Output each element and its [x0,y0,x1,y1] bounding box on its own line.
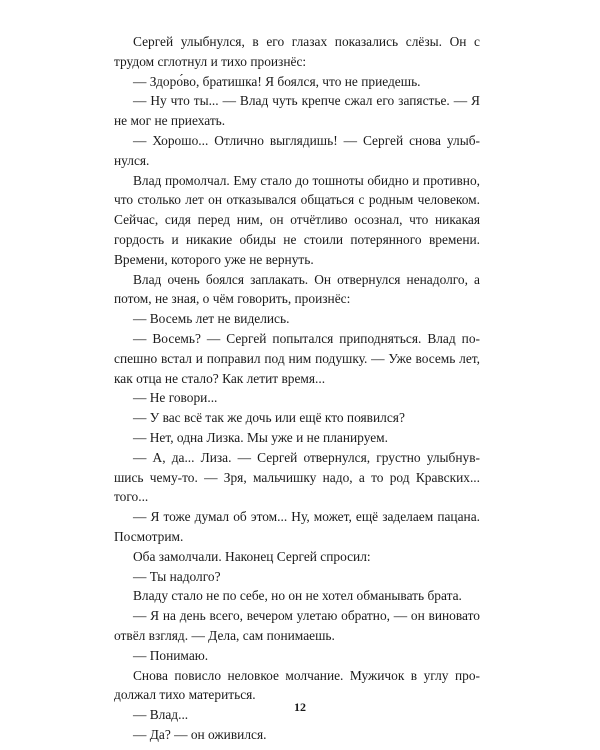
dialogue-line: — Да? — он оживился. [133,726,267,742]
dialogue-line: — Здоро́во, братишка! Я боялся, что не приедешь. [133,73,421,89]
paragraph: Владу стало не по себе, но он не хотел обманывать брата. [133,588,462,604]
dialogue-line: — Не говори... [133,390,218,406]
dialogue-line: — У вас всё так же дочь или ещё кто появился? [133,410,405,426]
dialogue-line: — Ну что ты... — Влад чуть крепче сжал его запястье. — Я не мог не приехать. [114,93,480,129]
dialogue-line: — Я тоже думал об этом... Ну, может, ещё заделаем пацана. Посмотрим. [114,509,480,544]
paragraph: Влад промолчал. Ему стало до тошноты обидно и противно, что столько лет он отказывался общаться с родным человеком. Сейчас, сидя перед ним, он отчётливо осознал, что никакая гордость и никакие обиды не стоили потерянного времени. Времени, которого уже не вернуть. [114,172,480,267]
paragraph: Оба замолчали. Наконец Сергей спросил: [133,548,371,564]
dialogue-line: — Влад... [133,707,189,723]
dialogue-line: — Хорошо... Отлично выглядишь! — Сергей снова улыбнулся. [114,132,480,168]
dialogue-line: — Ты надолго? [133,568,221,584]
dialogue-line: — Восемь? — Сергей попытался приподняться. Влад поспешно встал и поправил под ним подушку. — Уже восемь лет, как отца не стало? Как летит время... [114,330,480,386]
dialogue-line: — Я на день всего, вечером улетаю обратно, — он виновато отвёл взгляд. — Дела, сам понимаешь. [114,608,480,643]
page-number: 12 [294,700,306,714]
dialogue-line: — Нет, одна Лизка. Мы уже и не планируем. [133,429,388,445]
paragraph: Снова повисло неловкое молчание. Мужичок в углу продолжал тихо материться. [114,667,480,703]
dialogue-line: — Восемь лет не виделись. [133,311,290,327]
paragraph: Сергей улыбнулся, в его глазах показались слёзы. Он с трудом сглотнул и тихо произнёс: [114,34,480,69]
body-text [114,32,480,745]
dialogue-line: — Понимаю. [133,647,209,663]
paragraph: Влад очень боялся заплакать. Он отвернулся ненадолго, а потом, не зная, о чём говорить, произнёс: [114,271,480,307]
dialogue-line: — А, да... Лиза. — Сергей отвернулся, грустно улыбнувшись чему-то. — Зря, мальчишку надо, а то род Кравских... того... [114,449,480,505]
